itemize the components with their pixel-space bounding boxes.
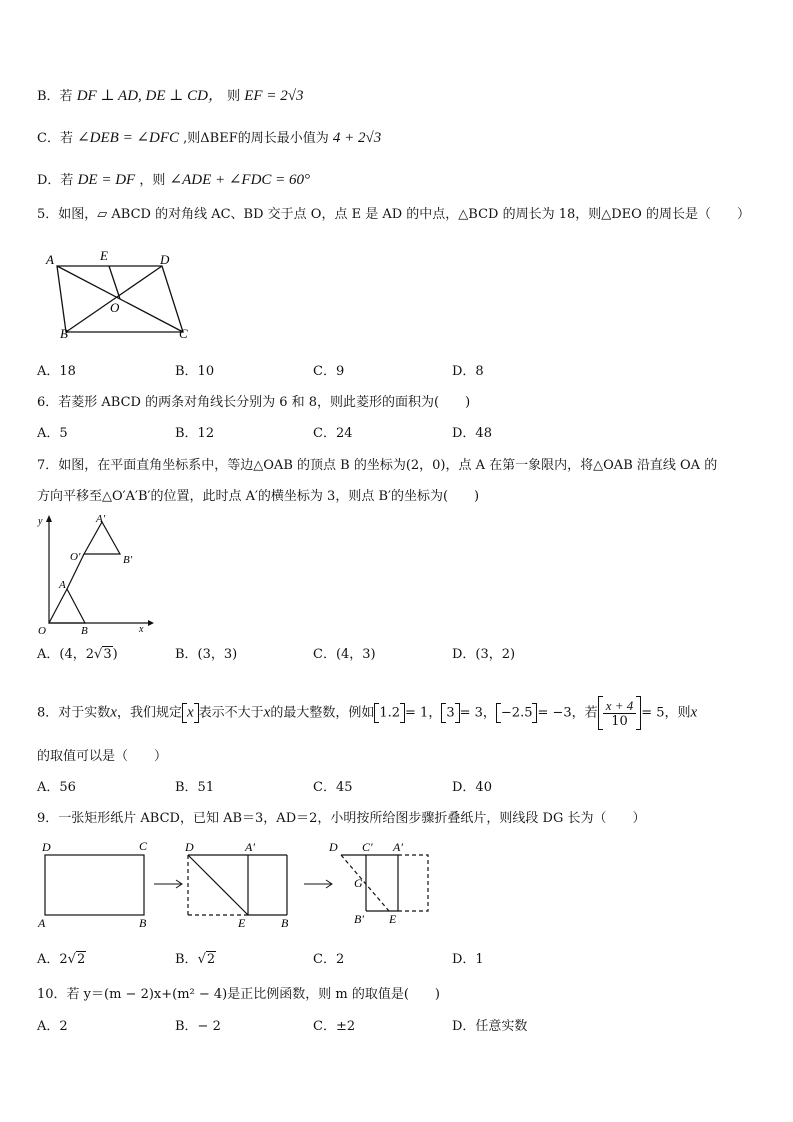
- q6-option-b: B．12: [175, 426, 215, 441]
- q7-text-line2: 方向平移至△O′A′B′的位置，此时点 A′的横坐标为 3，则点 B′的坐标为( ): [37, 489, 480, 504]
- q9-fig1-label-a: A: [38, 916, 46, 930]
- q5-label-b: B: [60, 326, 68, 341]
- q10-option-c: C．±2: [313, 1019, 356, 1034]
- q7-label-x: x: [139, 624, 144, 635]
- q7-label-a: A: [59, 579, 66, 591]
- q6-option-c: C．24: [313, 426, 353, 441]
- q10-option-a: A．2: [37, 1019, 68, 1034]
- q4-option-c: [37, 129, 381, 148]
- q6-option-a: A．5: [37, 426, 68, 441]
- q4-option-d-result: ∠ADE + ∠FDC = 60°: [169, 172, 311, 188]
- q5-option-c: C．9: [313, 364, 345, 379]
- q9-fig2-label-b: B: [281, 916, 289, 930]
- q7-option-c: C．(4，3): [313, 647, 376, 662]
- q8-var-x2: x: [263, 704, 271, 721]
- q4-option-c-result: 4 + 2√3: [332, 130, 382, 146]
- q9-option-c: C．2: [313, 952, 345, 967]
- q8-example3: −2.5: [500, 705, 533, 721]
- q8-part4: 的最大整数，例如: [270, 705, 375, 721]
- q6-text: 6．若菱形 ABCD 的两条对角线长分别为 6 和 8，则此菱形的面积为( ): [37, 395, 471, 410]
- q10-option-d: D．任意实数: [452, 1019, 528, 1034]
- q10-option-b: B．− 2: [175, 1019, 221, 1034]
- q4-option-b-result: EF = 2√3: [244, 88, 304, 104]
- q9-fig3-label-g: G: [354, 876, 363, 890]
- q7-option-a: [37, 646, 118, 664]
- q7-option-a-close: ): [112, 647, 118, 662]
- q5-parallelogram-figure: [40, 246, 200, 346]
- q8-example2: 3: [446, 705, 455, 721]
- q9-fig2-label-d: D: [185, 840, 194, 854]
- q6-option-d: D．48: [452, 426, 492, 441]
- q9-fig1-label-d: D: [42, 840, 51, 854]
- q8-var-x3: x: [690, 704, 698, 721]
- q9-option-a-radicand: 2: [76, 952, 86, 967]
- q7-text-line1: 7．如图，在平面直角坐标系中，等边△OAB 的顶点 B 的坐标为(2，0)，点 A 在第一象限内，将△OAB 沿直线 OA 的: [37, 458, 718, 473]
- q8-part3: 表示不大于: [198, 705, 264, 721]
- q5-label-e: E: [100, 248, 108, 263]
- q9-fig3-label-d: D: [329, 840, 338, 854]
- q4-option-b-label: B．若: [37, 89, 73, 104]
- q8-var-x-floor: x: [186, 704, 194, 721]
- q4-option-d-condition: DE = DF: [77, 172, 136, 188]
- q8-option-d: D．40: [452, 780, 492, 795]
- q4-option-d-then: ，则: [139, 173, 166, 188]
- q8-example1-eq: = 1，: [405, 705, 442, 721]
- q9-option-b: [175, 951, 216, 969]
- q9-option-b-radicand: 2: [206, 952, 216, 967]
- q9-text: 9．一张矩形纸片 ABCD，已知 AB＝3，AD＝2，小明按所给图步骤折叠纸片，则线段 DG 长为（ ）: [37, 811, 646, 826]
- q7-label-o-prime: O′: [70, 551, 81, 563]
- q9-fig2-label-e: E: [238, 916, 246, 930]
- q8-fraction: [603, 698, 637, 729]
- q4-option-b: [37, 87, 303, 106]
- q8-fraction-numerator: x + 4: [603, 698, 637, 714]
- q9-option-d: D．1: [452, 952, 484, 967]
- q8-example1: 1.2: [379, 705, 401, 721]
- q8-option-a: A．56: [37, 780, 76, 795]
- q4-option-d: [37, 171, 310, 190]
- q4-option-b-condition: DF ⊥ AD, DE ⊥ CD，: [76, 88, 223, 104]
- q9-fig1-label-c: C: [139, 839, 148, 853]
- q5-option-b: B．10: [175, 364, 215, 379]
- q9-fig3-label-c-prime: C′: [362, 840, 373, 854]
- q9-option-a: [37, 951, 86, 969]
- q7-label-y: y: [38, 516, 43, 527]
- q5-label-a: A: [46, 252, 54, 267]
- q8-example3-eq: = −3，若: [537, 705, 598, 721]
- q8-option-b: B．51: [175, 780, 215, 795]
- q9-fig1-label-b: B: [139, 916, 147, 930]
- q7-label-o: O: [38, 625, 46, 637]
- q5-label-o: O: [110, 300, 120, 315]
- q4-option-c-condition: ∠DEB = ∠DFC: [77, 130, 180, 146]
- q4-option-c-label: C．若: [37, 131, 73, 146]
- q9-fig3-label-b-prime: B′: [354, 912, 364, 926]
- q8-fraction-denominator: 10: [611, 713, 628, 729]
- q9-fig3-label-e: E: [389, 912, 397, 926]
- q9-fig3-label-a-prime: A′: [393, 840, 403, 854]
- q7-coordinate-figure: [36, 512, 156, 637]
- q8-text-line1: [37, 696, 697, 730]
- q7-label-a-prime: A′: [96, 513, 106, 525]
- q8-example2-eq: = 3，: [459, 705, 496, 721]
- q8-part1: 8．对于实数: [37, 705, 111, 721]
- q4-option-c-then: ,则ΔBEF的周长最小值为: [183, 131, 329, 146]
- q5-text: 5．如图，▱ ABCD 的对角线 AC、BD 交于点 O，点 E 是 AD 的中点，△BCD 的周长为 18，则△DEO 的周长是（ ）: [37, 207, 750, 222]
- q5-option-d: D．8: [452, 364, 484, 379]
- q9-option-b-text: B．: [175, 952, 198, 967]
- q8-option-c: C．45: [313, 780, 353, 795]
- q5-label-c: C: [179, 326, 188, 341]
- q7-label-b: B: [81, 625, 88, 637]
- q7-option-a-text: A．(4，2: [37, 647, 95, 662]
- q9-folding-figure: [36, 837, 436, 932]
- sqrt-icon: √: [197, 952, 206, 967]
- q10-text: 10．若 y＝(m − 2)x+(m² − 4)是正比例函数，则 m 的取值是( ): [37, 987, 440, 1002]
- q4-option-d-label: D．若: [37, 173, 74, 188]
- q5-option-a: A．18: [37, 364, 76, 379]
- q8-var-x: x: [110, 704, 117, 721]
- q8-part2: ，我们规定: [116, 705, 182, 721]
- q4-option-b-then: 则: [227, 89, 241, 104]
- q7-label-b-prime: B′: [123, 554, 133, 566]
- sqrt-icon: √: [67, 952, 76, 967]
- q9-option-a-text: A．2: [37, 952, 68, 967]
- sqrt-icon: √: [94, 647, 103, 662]
- q5-label-d: D: [160, 252, 170, 267]
- q7-option-b: B．(3，3): [175, 647, 238, 662]
- q8-condition-eq: = 5，则: [641, 705, 691, 721]
- q8-text-line2: 的取值可以是（ ）: [37, 749, 168, 764]
- q9-fig2-label-a-prime: A′: [245, 840, 255, 854]
- q7-option-d: D．(3，2): [452, 647, 516, 662]
- q7-option-a-radicand: 3: [103, 647, 112, 662]
